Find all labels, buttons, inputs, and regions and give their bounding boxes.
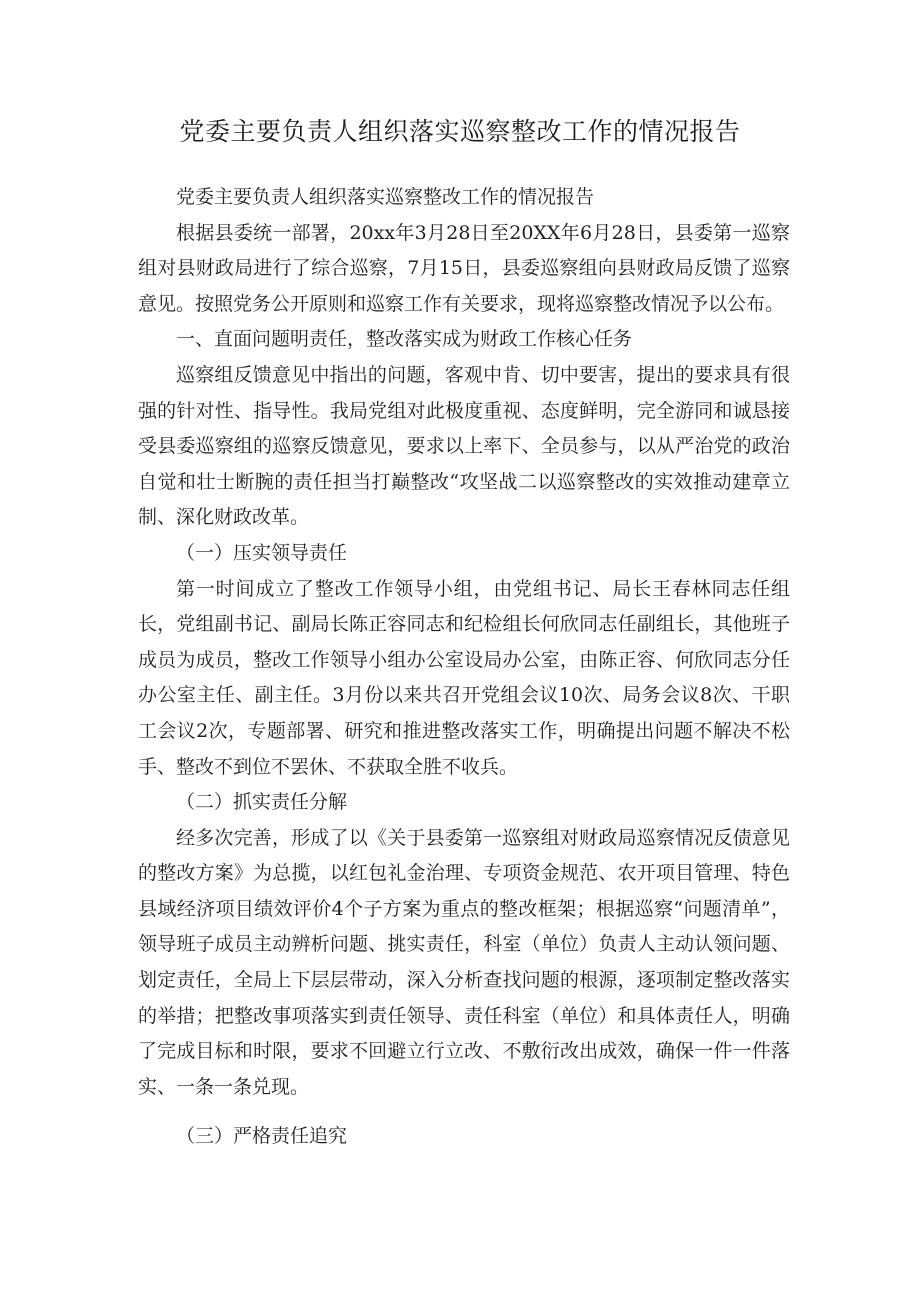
- paragraph-subsection-1: 第一时间成立了整改工作领导小组，由党组书记、局长王春林同志任组长，党组副书记、副局长陈正容同志和纪检组长何欣同志任副组长，其他班子成员为成员，整改工作领导小组办公室设局办公室，由陈正容、何欣同志分任办公室主任、副主任。3月份以来共召开党组会议10次、局务会议8次、干职工会议2次，专题部署、研究和推进整改落实工作，明确提出问题不解决不松手、整改不到位不罢休、不获取全胜不收兵。: [138, 577, 790, 778]
- subheading-1: （一）压实领导责任: [176, 541, 348, 564]
- paragraph-subsection-2: 经多次完善，形成了以《关于县委第一巡察组对财政局巡察情况反债意见的整改方案》为总揽，以红包礼金治理、专项资金规范、农开项目管理、特色县域经济项目绩效评价4个子方案为重点的整改框架；根据巡察“问题清单”，领导班子成员主动辨析问题、挑实责任，科室（单位）负责人主动认领问题、划定责任，全局上下层层带动，深入分析查找问题的根源，逐项制定整改落实的举措；把整改事项落实到责任领导、责任科室（单位）和具体责任人，明确了完成目标和时限，要求不回避立行立改、不敷衍改出成效，确保一件一件落实、一条一条兑现。: [138, 826, 790, 1098]
- paragraph-section-1: 巡察组反馈意见中指出的问题，客观中肯、切中要害，提出的要求具有很强的针对性、指导性。我局党组对此极度重视、态度鲜明，完全游同和诚恳接受县委巡察组的巡察反馈意见，要求以上率下、全员参与，以从严治党的政治自觉和壮士断腕的责任担当打巅整改“攻坚战二以巡察整改的实效推动建章立制、深化财政改革。: [138, 363, 790, 529]
- subheading-2: （二）抓实责任分解: [176, 791, 348, 814]
- document-body: [138, 180, 790, 1155]
- paragraph-repeated-title: 党委主要负责人组织落实巡察整改工作的情况报告: [176, 186, 595, 208]
- subheading-3: （三）严格责任追究: [176, 1125, 348, 1148]
- document-title: 党委主要负责人组织落实巡察整改工作的情况报告: [179, 117, 741, 146]
- paragraph-intro: 根据县委统一部署，20xx年3月28日至20XX年6月28日，县委第一巡察组对县财政局进行了综合巡察，7月15日，县委巡察组向县财政局反馈了巡察意见。按照党务公开原则和巡察工作有关要求，现将巡察整改情况予以公布。: [138, 221, 790, 315]
- section-heading-1: 一、直面问题明责任，整改落实成为财政工作核心任务: [176, 328, 633, 351]
